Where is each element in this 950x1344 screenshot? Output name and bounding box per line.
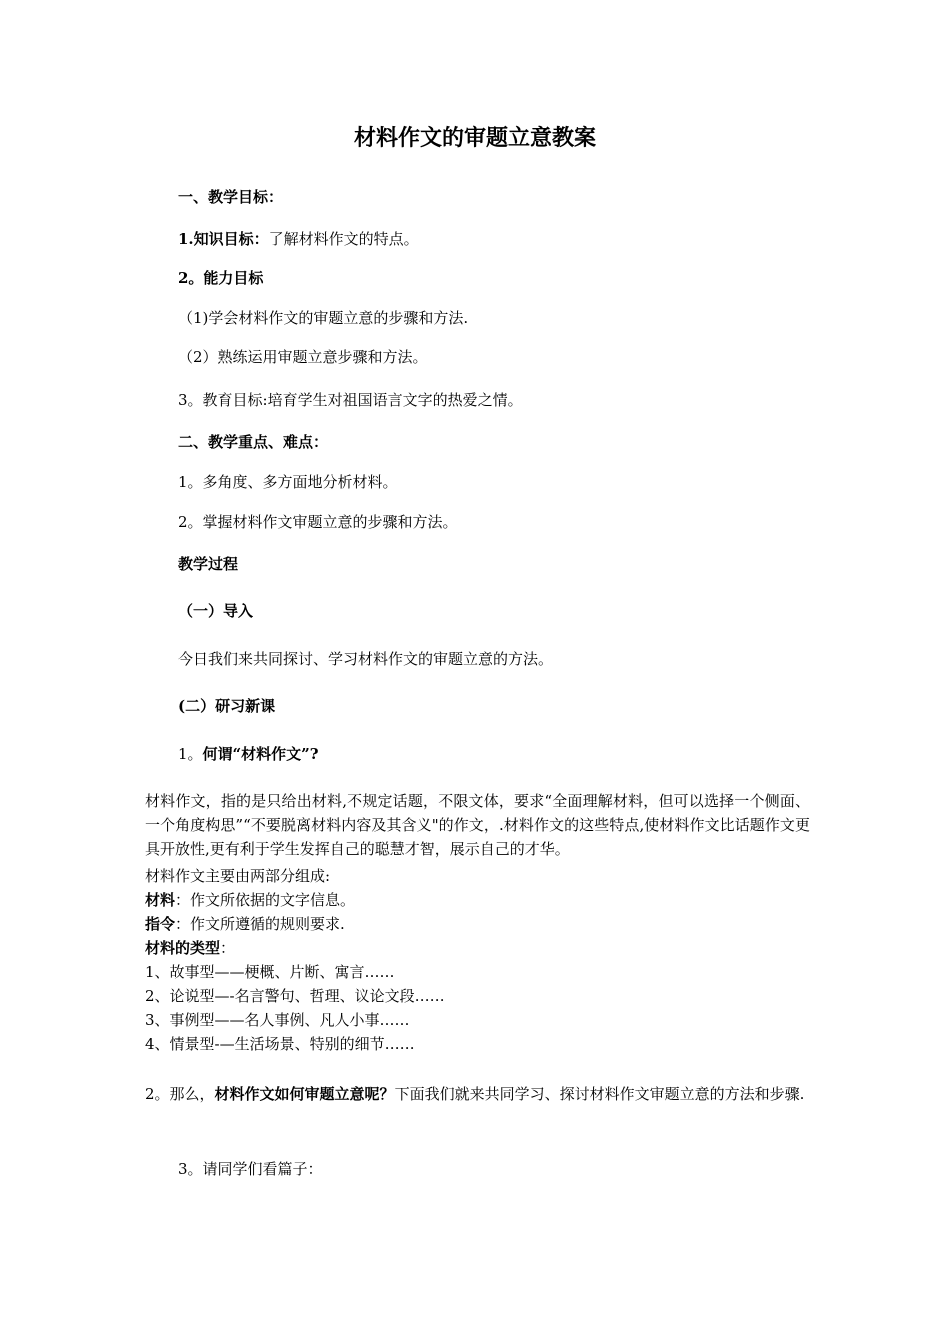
composition-intro: 材料作文主要由两部分组成: [145, 867, 331, 885]
material-definition [145, 890, 355, 910]
key-point-1: 1。多角度、多方面地分析材料。 [178, 473, 398, 491]
question-2-bold: 材料作文如何审题立意呢？ [214, 1085, 395, 1103]
objective-knowledge-label: 1.知识目标： [178, 230, 269, 248]
instruction-text: ：作文所遵循的规则要求. [175, 915, 345, 933]
page-title: 材料作文的审题立意教案 [353, 125, 596, 151]
objective-knowledge-text: 了解材料作文的特点。 [268, 230, 419, 248]
types-heading-colon: ： [220, 939, 236, 957]
objective-ability-item-2: （2）熟练运用审题立意步骤和方法。 [178, 348, 428, 366]
section-heading-objectives: 一、教学目标： [178, 188, 284, 206]
part-heading-intro: （一）导入 [178, 602, 254, 620]
question-2-prefix: 2。那么， [145, 1085, 215, 1103]
instruction-label: 指令 [145, 915, 176, 933]
type-item: 1、故事型——梗概、片断、寓言…… [145, 963, 395, 981]
objective-ability-item-1: （1)学会材料作文的审题立意的步骤和方法. [178, 309, 469, 327]
question-1-prefix: 1。 [178, 745, 203, 763]
instruction-definition [145, 914, 345, 934]
objective-education: 3。教育目标:培育学生对祖国语言文字的热爱之情。 [178, 391, 523, 409]
part-heading-new-lesson: (二）研习新课 [178, 697, 276, 715]
material-text: ：作文所依据的文字信息。 [175, 891, 356, 909]
key-point-2: 2。掌握材料作文审题立意的步骤和方法。 [178, 513, 458, 531]
types-heading [145, 938, 235, 958]
definition-paragraph: 材料作文，指的是只给出材料,不规定话题，不限文体，要求“全面理解材料，但可以选择一个侧面、一个角度构思”“不要脱离材料内容及其含义"的作文，.材料作文的这些特点,使材料作文比话题作文更具开放性,更有利于学生发挥自己的聪慧才智，展示自己的才华。 [145, 792, 810, 858]
section-heading-process: 教学过程 [178, 555, 239, 573]
type-item: 4、情景型-—生活场景、特别的细节…… [145, 1035, 415, 1053]
objective-knowledge [178, 229, 419, 249]
intro-text: 今日我们来共同探讨、学习材料作文的审题立意的方法。 [178, 650, 554, 668]
question-2-rest: 下面我们就来共同学习、探讨材料作文审题立意的方法和步骤. [394, 1085, 805, 1103]
types-heading-label: 材料的类型 [145, 939, 221, 957]
question-1 [178, 744, 319, 764]
question-2 [145, 1082, 810, 1106]
type-item: 2、论说型—-名言警句、哲理、议论文段…… [145, 987, 445, 1005]
objective-ability-label: 2。能力目标 [178, 269, 264, 287]
type-item: 3、事例型——名人事例、凡人小事…… [145, 1011, 410, 1029]
material-label: 材料 [145, 891, 176, 909]
question-3: 3。请同学们看篇子： [178, 1160, 323, 1178]
section-heading-key-points: 二、教学重点、难点： [178, 433, 329, 451]
question-1-text: 何谓“材料作文”? [202, 745, 319, 763]
